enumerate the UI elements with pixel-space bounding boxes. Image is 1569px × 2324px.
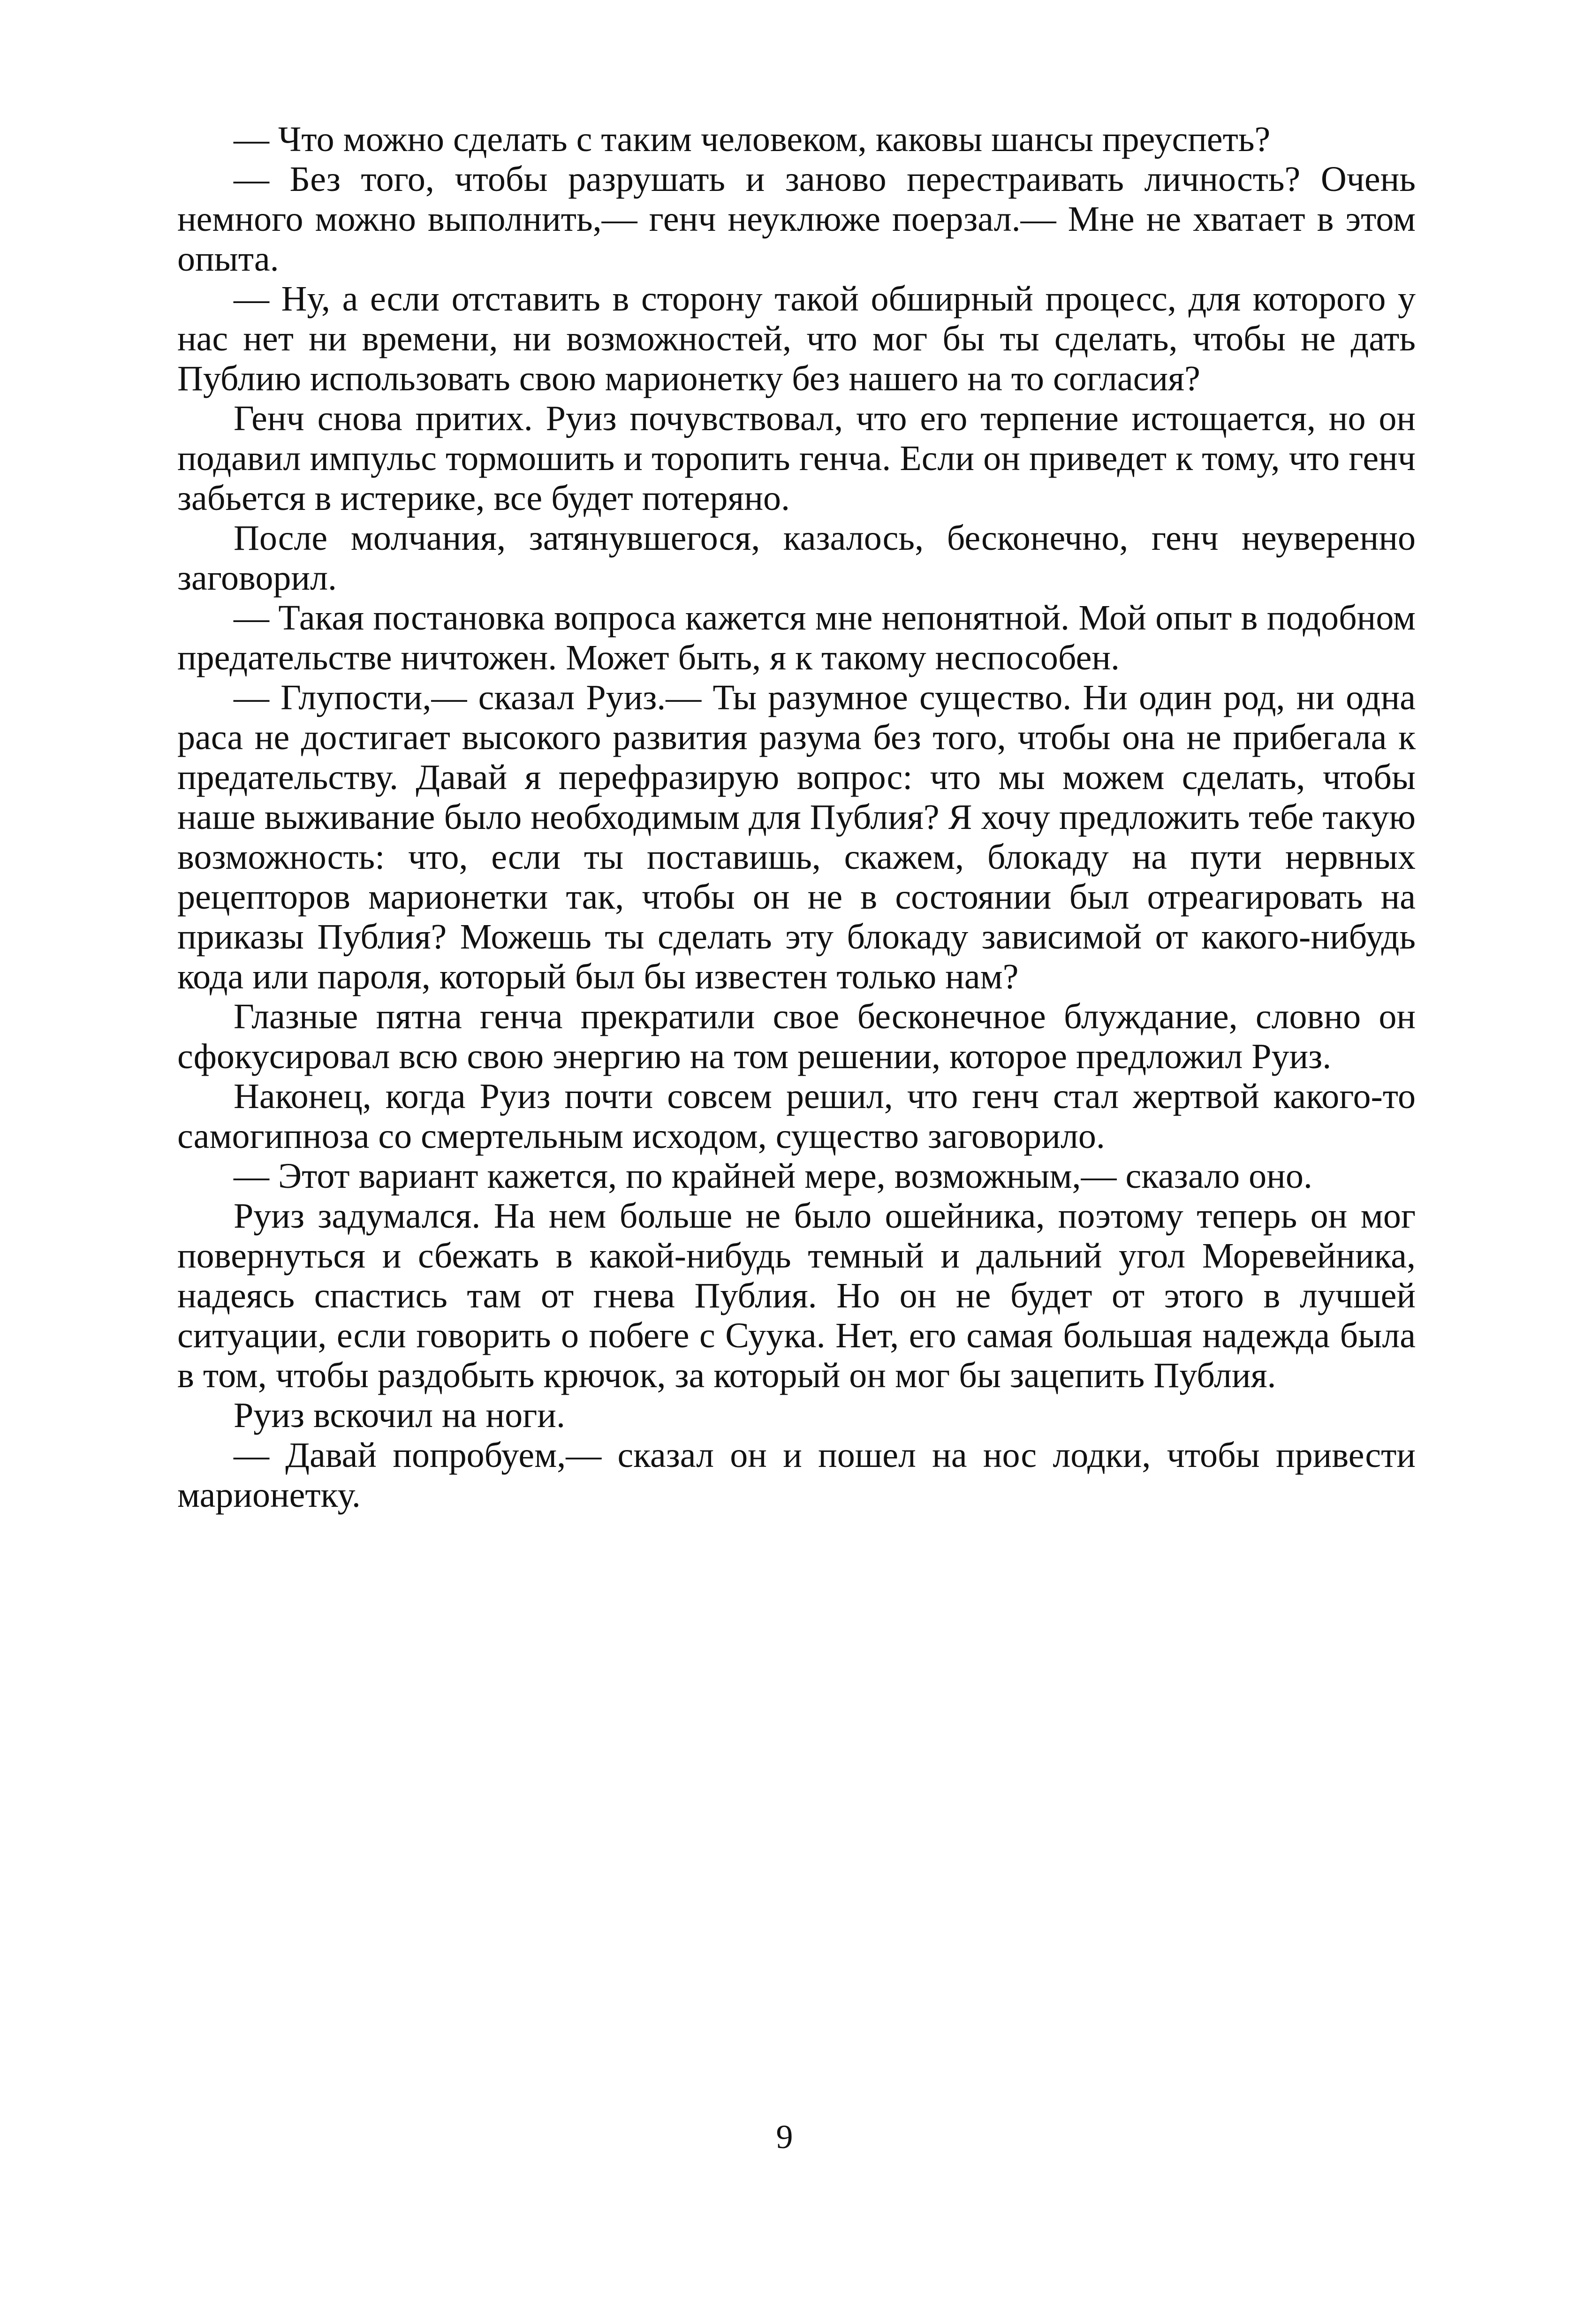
paragraph: Руиз задумался. На нем больше не было ошейника, поэтому теперь он мог повернуться и сбежать в какой-нибудь темный и дальний угол Моревейника, надеясь спастись там от гнева Публия. Но он не будет от этого в лучшей ситуации, если говорить о побеге с Суука. Нет, его самая большая надежда была в том, чтобы раздобыть крючок, за который он мог бы зацепить Публия. — [177, 1196, 1416, 1395]
paragraph: После молчания, затянувшегося, казалось, бесконечно, генч неуверенно заговорил. — [177, 518, 1416, 598]
paragraph: — Этот вариант кажется, по крайней мере, возможным,— сказало оно. — [234, 1156, 1312, 1196]
paragraph: — Без того, чтобы разрушать и заново перестраивать личность? Очень немного можно выполнить,— генч неуклюже поерзал.— Мне не хватает в этом опыта. — [177, 159, 1416, 279]
page-number: 9 — [776, 2118, 793, 2156]
paragraph: — Такая постановка вопроса кажется мне непонятной. Мой опыт в подобном предательстве ничтожен. Может быть, я к такому неспособен. — [177, 598, 1416, 677]
paragraph: Руиз вскочил на ноги. — [234, 1396, 565, 1435]
paragraph: Генч снова притих. Руиз почувствовал, что его терпение истощается, но он подавил импульс тормошить и торопить генча. Если он приведет к тому, что генч забьется в истерике, все будет потеряно. — [177, 399, 1416, 518]
paragraph: Глазные пятна генча прекратили свое бесконечное блуждание, словно он сфокусировал всю свою энергию на том решении, которое предложил Руиз. — [177, 997, 1416, 1076]
paragraph: — Давай попробуем,— сказал он и пошел на нос лодки, чтобы привести марионетку. — [177, 1435, 1416, 1515]
page-text — [177, 120, 1416, 1515]
paragraph: Наконец, когда Руиз почти совсем решил, что генч стал жертвой какого-то самогипноза со смертельным исходом, существо заговорило. — [177, 1077, 1416, 1156]
paragraph: — Что можно сделать с таким человеком, каковы шансы преуспеть? — [234, 120, 1271, 159]
paragraph: — Глупости,— сказал Руиз.— Ты разумное существо. Ни один род, ни одна раса не достигает высокого развития разума без того, чтобы она не прибегала к предательству. Давай я перефразирую вопрос: что мы можем сделать, чтобы наше выживание было необходимым для Публия? Я хочу предложить тебе такую возможность: что, если ты поставишь, скажем, блокаду на пути нервных рецепторов марионетки так, чтобы он не в состоянии был отреагировать на приказы Публия? Можешь ты сделать эту блокаду зависимой от какого-нибудь кода или пароля, который был бы известен только нам? — [177, 678, 1416, 996]
paragraph: — Ну, а если отставить в сторону такой обширный процесс, для которого у нас нет ни времени, ни возможностей, что мог бы ты сделать, чтобы не дать Публию использовать свою марионетку без нашего на то согласия? — [177, 279, 1416, 398]
